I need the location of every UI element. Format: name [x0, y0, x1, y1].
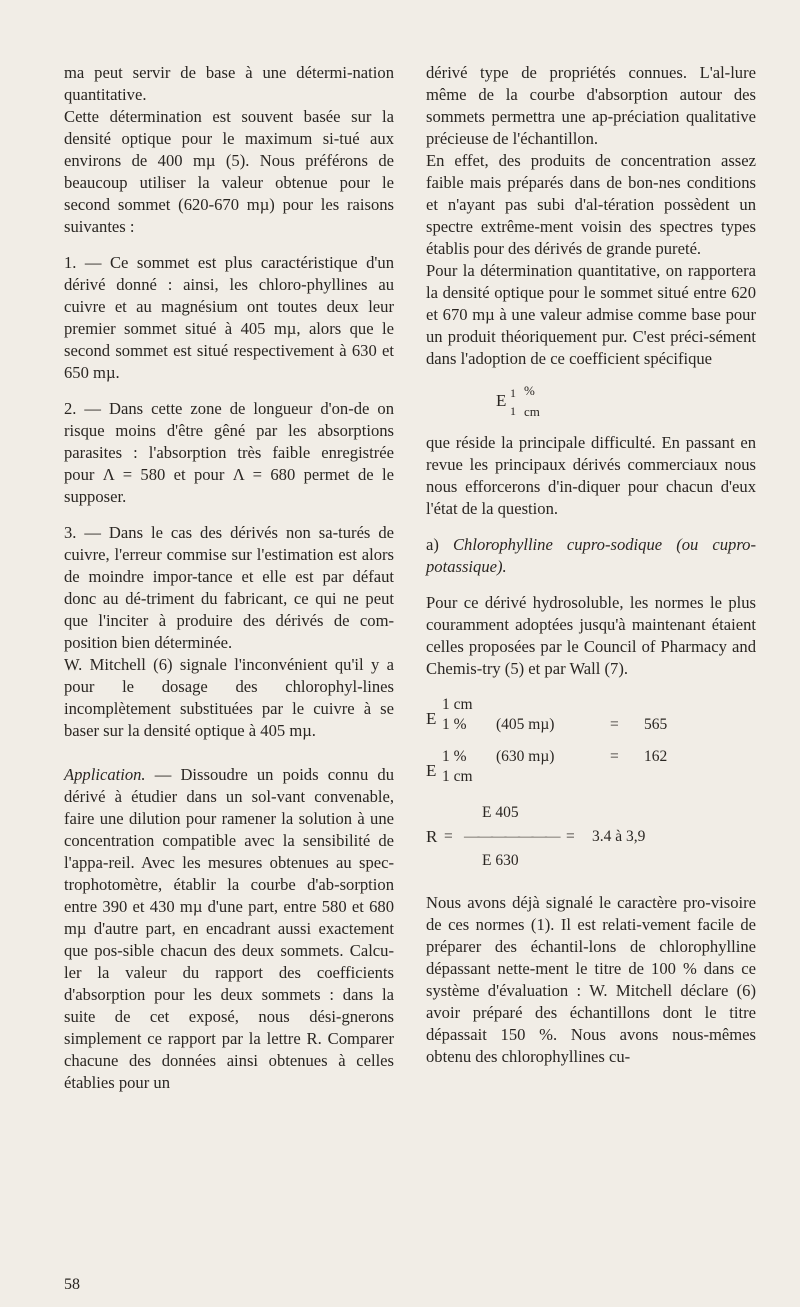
formula-subscript: 1 [510, 404, 516, 418]
mitchell-paragraph: W. Mitchell (6) signale l'inconvénient qu'il y a pour le dosage des chlorophyl-lines incomplètement substituées par le cuivre à se baser sur la densité optique à 405 mµ. [64, 655, 394, 740]
specific-coefficient-formula [426, 376, 756, 420]
left-column [64, 62, 394, 1094]
formula-superscript: 1 [510, 386, 516, 400]
reason-2-paragraph: 2. — Dans cette zone de longueur d'on-de on risque moins d'être gêné par les absorptions parasites : l'absorption très faible enregistrée pour Λ = 580 et pour Λ = 680 permet de le supposer. [64, 399, 394, 506]
eq1-subscript: 1 % [442, 716, 467, 733]
application-text: — Dissoudre un poids connu du dérivé à étudier dans un sol-vant convenable, faire une dilution pour ramener la solution à une concentration compatible avec la sensibilité de l'appa-reil. Avec les mesures obtenues au spec-trophotomètre, établir la courbe d'ab-sorption entre 390 et 430 mµ d'une part, entre 580 et 680 mµ d'autre part, en encadrant aussi exactement que pos-sible chacun des deux sommets. Calcu-ler la valeur du rapport des coefficients d'absorption pour les deux sommets : dans la suite de cet exposé, nous dési-gnerons simplement ce rapport par la lettre R. Comparer chacune des données ainsi obtenues à celles établies pour un [64, 765, 394, 1092]
difficulty-paragraph: que réside la principale difficulté. En passant en revue les principaux dérivés commerciaux nous nous efforcerons d'in-diquer pour chacun d'eux l'état de la question. [426, 433, 756, 518]
ratio-equation [426, 802, 756, 878]
eq1-e: E [426, 709, 437, 728]
fraction-bar: ——————— [464, 828, 559, 845]
final-paragraph: Nous avons déjà signalé le caractère pro-visoire de ces normes (1). Il est relati-vement facile de préparer des échantil-lons de chlorophylline dépassant nette-ment le titre de 100 % dans ce système d'évaluation : W. Mitchell déclare (6) avoir préparé des échantillons dont le titre dépassait 150 %. Nous avons nous-mêmes obtenu des chlorophyllines cu- [426, 893, 756, 1066]
density-paragraph: Cette détermination est souvent basée sur la densité optique pour le maximum si-tué aux environs de 400 mµ (5). Nous préférons de beaucoup utiliser la valeur obtenue pour le second sommet (620-670 mµ) pour les raisons suivantes : [64, 107, 394, 236]
ratio-equals-1: = [444, 828, 453, 845]
formula-e: E [496, 391, 507, 410]
intro-paragraph: ma peut servir de base à une détermi-nation quantitative. [64, 63, 394, 104]
subsection-a-alt: (ou cupro-potassique). [426, 535, 756, 576]
ratio-numerator: E 405 [482, 804, 519, 821]
reason-1-paragraph: 1. — Ce sommet est plus caractéristique d'un dérivé donné : ainsi, les chloro-phyllines au cuivre et au magnésium ont toutes deux leur premier sommet situé à 405 mµ, alors que le second sommet est situé respectivement à 630 et 650 mµ. [64, 253, 394, 382]
equation-405 [426, 694, 756, 742]
eq1-superscript: 1 cm [442, 696, 473, 713]
eq2-wavelength: (630 mµ) [496, 748, 555, 765]
application-paragraph [64, 764, 394, 1094]
right-column [426, 62, 756, 1068]
application-label: Application. [64, 765, 146, 784]
reason-3-paragraph: 3. — Dans le cas des dérivés non sa-turés de cuivre, l'erreur commise sur l'estimation est alors de moindre impor-tance et elle est par défaut donc au dé-triment du fabricant, ce qui ne peut que l'inciter à produire des dérivés de com-position bien déterminée. [64, 523, 394, 652]
quantitative-paragraph: Pour la détermination quantitative, on rapportera la densité optique pour le sommet situé entre 620 et 670 mµ à une valeur admise comme base pour un produit théoriquement pur. C'est préci-sément dans l'adoption de ce coefficient spécifique [426, 261, 756, 368]
eq1-wavelength: (405 mµ) [496, 716, 555, 733]
continued-paragraph: dérivé type de propriétés connues. L'al-lure même de la courbe d'absorption autour des sommets permettra une ap-préciation qualitative précieuse de l'échantillon. [426, 63, 756, 148]
subsection-a-label: a) [426, 535, 439, 554]
page-number: 58 [64, 1276, 80, 1293]
ratio-r: R [426, 827, 438, 846]
equation-630 [426, 744, 756, 794]
eq1-equals: = [610, 716, 619, 733]
subsection-a-heading [426, 534, 756, 578]
formula-percent: % [524, 383, 535, 398]
norms-paragraph: Pour ce dérivé hydrosoluble, les normes le plus couramment adoptées jusqu'à maintenant étaient celles proposées par le Council of Pharmacy and Chemis-try (5) et par Wall (7). [426, 593, 756, 678]
effet-paragraph: En effet, des produits de concentration assez faible mais préparés dans de bon-nes conditions et n'ayant pas subi d'al-tération possèdent un spectre extrême-ment voisin des spectres types établis pour des dérivés de grande pureté. [426, 151, 756, 258]
eq2-value: 162 [644, 748, 668, 765]
eq2-e: E [426, 761, 437, 780]
formula-unit: cm [524, 404, 540, 419]
ratio-denominator: E 630 [482, 852, 519, 869]
eq2-superscript: 1 % [442, 748, 467, 765]
ratio-value: 3.4 à 3,9 [592, 828, 646, 845]
eq1-value: 565 [644, 716, 668, 733]
ratio-equals-2: = [566, 828, 575, 845]
eq2-equals: = [610, 748, 619, 765]
eq2-subscript: 1 cm [442, 768, 473, 785]
subsection-a-title: Chlorophylline cupro-sodique [452, 535, 663, 554]
